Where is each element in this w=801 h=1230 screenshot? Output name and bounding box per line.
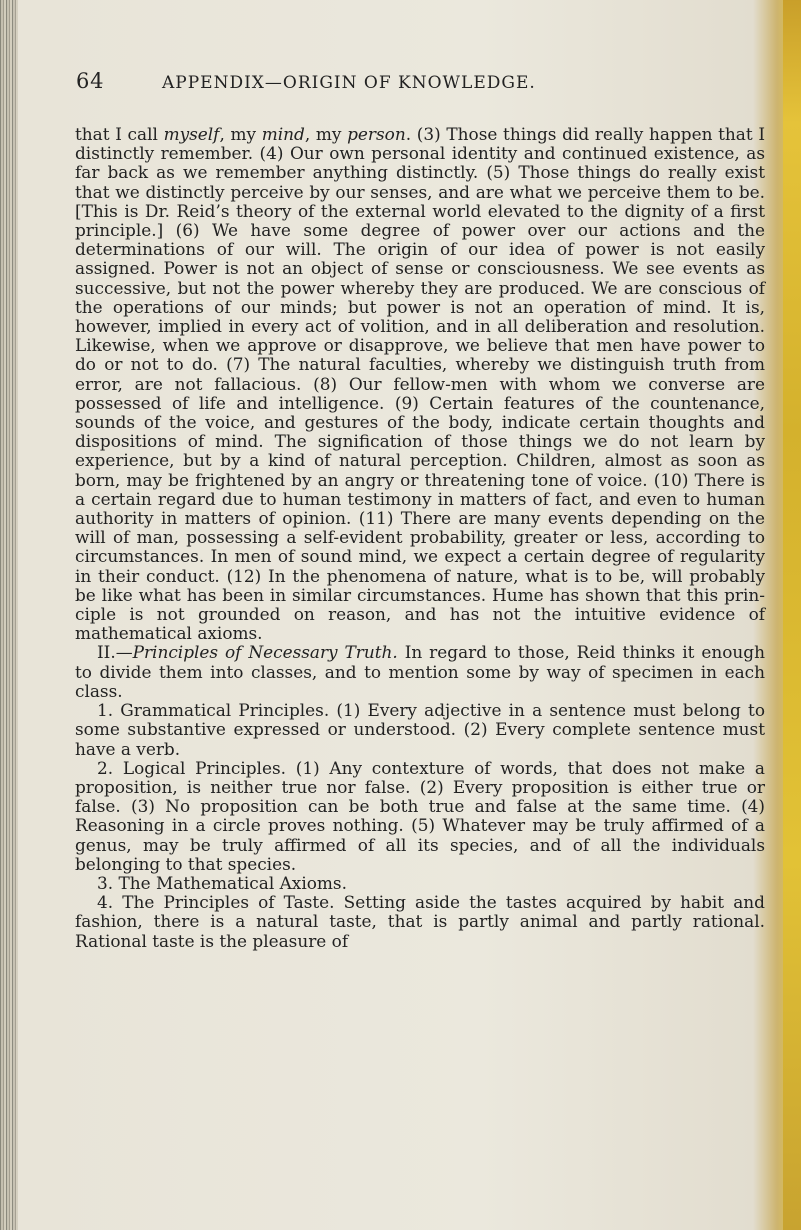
paragraph-first-principles-continued bbox=[75, 125, 765, 643]
italic-myself: myself bbox=[163, 124, 220, 144]
text-fragment: 1. Grammatical Principles. (1) Every adjective in a sentence must belong to some substantive expressed or understood. (2) Every complete sentence must have a verb. bbox=[75, 700, 765, 759]
paragraph-logical-principles bbox=[75, 759, 765, 874]
page-header bbox=[76, 69, 766, 99]
text-fragment: that I call bbox=[75, 124, 164, 144]
left-page-edge bbox=[0, 0, 18, 1230]
text-fragment: 2. Logical Principles. (1) Any contexture of words, that does not make a proposition, is neither true nor false. (2) Every proposition is either true or false. (3) No proposition can be both true and false at the same time. (4) Reasoning in a circle proves nothing. (5) Whatever may be truly affirmed of a genus, may be truly affirmed of all its species, and of all the individuals belonging to that species. bbox=[75, 757, 765, 874]
paragraph-necessary-truth bbox=[75, 643, 765, 701]
right-gilt-edge bbox=[783, 0, 801, 1230]
text-fragment: . (3) Those things did really happen that I distinctly remember. (4) Our own personal identity and continued existence, as far back as we remember anything distinctly. (5) Those things do really exist that we distinctly perceive by our senses, and are what we perceive them to be. [This is Dr. Reid’s theory of the external world elevated to the dignity of a first principle.] (6) We have some degree of power over our actions and the determinations of our will. The origin of our idea of power is not easily assigned. Power is not an object of sense or consciousness. We see events as successive, but not the power whereby they are produced. We are conscious of the operations of our minds; but power is not an operation of mind. It is, however, implied in every act of volition, and in all deliberation and resolution. Likewise, when we approve or disapprove, we believe that men have power to do or not to do. (7) The natural faculties, whereby we distinguish truth from error, are not fallacious. (8) Our fellow-men with whom we converse are possessed of life and intelligence. (9) Certain features of the countenance, sounds of the voice, and gestures of the body, indicate certain thoughts and dispositions of mind. The signification of those things we do not learn by experience, but by a kind of natural perception. Children, almost as soon as born, may be frightened by an angry or threatening tone of voice. (10) There is a certain regard due to human testimony in matters of fact, and even to human authority in matters of opinion. (11) There are many events depending on the will of man, possessing a self-evident probability, greater or less, according to circumstances. In men of sound mind, we expect a certain degree of regularity in their conduct. (12) In the phenomena of nature, what is to be, will probably be like what has been in similar circumstances. Hume has shown that this principle is not grounded on reason, and has not the intuitive evidence of mathematical axioms. bbox=[75, 124, 765, 644]
text-fragment: 3. The Mathematical Axioms. bbox=[97, 872, 347, 893]
italic-mind: mind bbox=[261, 124, 305, 144]
text-fragment: 4. The Principles of Taste. Setting aside the tastes acquired by habit and fashion, there is a natural taste, that is partly animal and partly rational. Rational taste is the pleasure of bbox=[75, 892, 765, 951]
text-fragment: , my bbox=[219, 124, 262, 144]
italic-person: person bbox=[347, 124, 406, 144]
section-title-necessary-truth: Principles of Necessary Truth. bbox=[132, 642, 398, 663]
paragraph-principles-of-taste bbox=[75, 893, 765, 951]
paragraph-mathematical-axioms bbox=[75, 874, 765, 893]
section-number: II.— bbox=[97, 642, 133, 663]
page-number: 64 bbox=[76, 69, 105, 93]
text-fragment: In regard to those, Reid thinks it enough to divide them into classes, and to mention some by way of specimen in each class. bbox=[75, 642, 765, 701]
running-head: APPENDIX—ORIGIN OF KNOWLEDGE. bbox=[162, 73, 536, 93]
text-fragment: , my bbox=[304, 124, 348, 144]
page-text bbox=[75, 125, 765, 951]
paragraph-grammatical-principles bbox=[75, 701, 765, 759]
